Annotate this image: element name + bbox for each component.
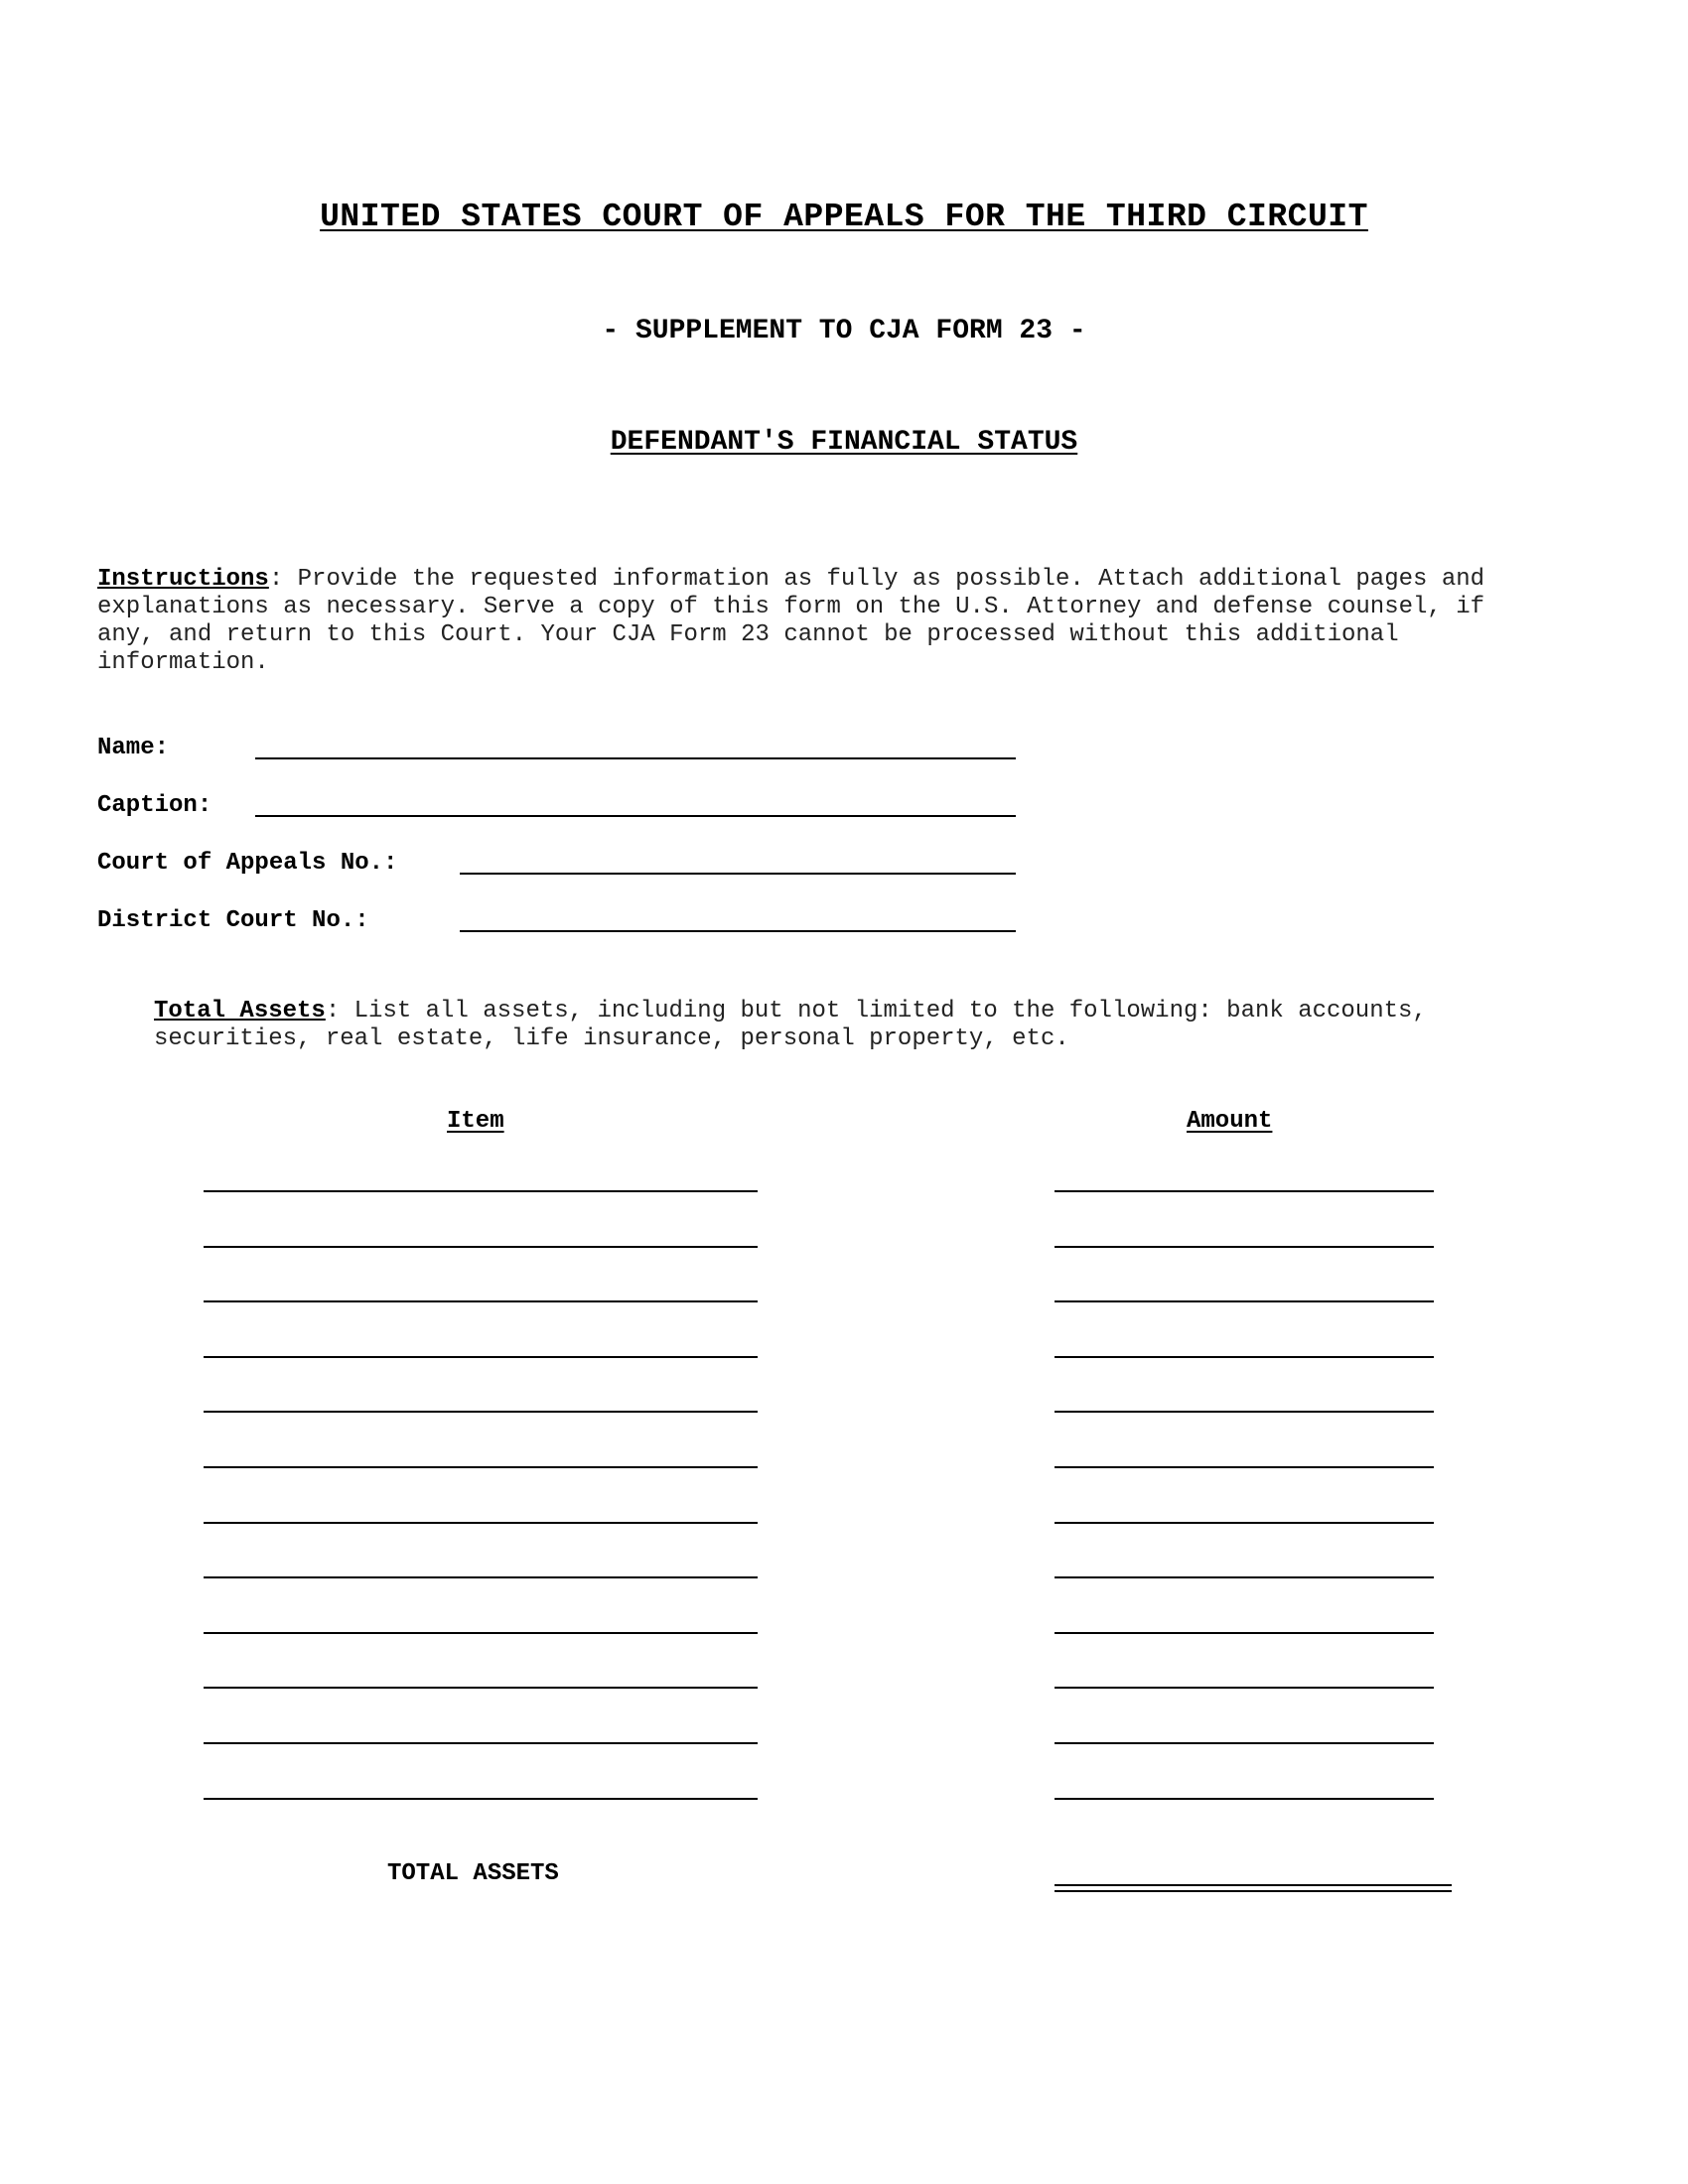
form-subtitle: - SUPPLEMENT TO CJA FORM 23 - [602,316,1086,346]
asset-amount-field[interactable] [1055,1742,1434,1744]
asset-item-field[interactable] [204,1466,758,1468]
asset-amount-field[interactable] [1055,1190,1434,1192]
asset-amount-field[interactable] [1055,1246,1434,1248]
asset-item-field[interactable] [204,1411,758,1413]
asset-amount-field[interactable] [1055,1632,1434,1634]
appeals-no-label: Court of Appeals No.: [97,850,398,877]
asset-item-field[interactable] [204,1522,758,1524]
caption-field[interactable] [255,815,1016,817]
district-no-label: District Court No.: [97,907,369,934]
asset-item-field[interactable] [204,1576,758,1578]
asset-item-field[interactable] [204,1356,758,1358]
total-assets-field[interactable] [1055,1884,1452,1892]
form-title: UNITED STATES COURT OF APPEALS FOR THE THIRD CIRCUIT [320,199,1368,235]
asset-item-field[interactable] [204,1798,758,1800]
asset-amount-field[interactable] [1055,1522,1434,1524]
asset-item-field[interactable] [204,1742,758,1744]
asset-amount-field[interactable] [1055,1687,1434,1689]
instructions-text: : Provide the requested information as fully as possible. Attach additional pages and explanations as necessary. Serve a copy of this form on the U.S. Attorney and defense counsel, if any, and return to this Court. Your CJA Form 23 cannot be processed without this additional information. [97,566,1485,676]
asset-amount-field[interactable] [1055,1356,1434,1358]
asset-item-field[interactable] [204,1246,758,1248]
asset-amount-field[interactable] [1055,1300,1434,1302]
name-label: Name: [97,735,170,761]
section-heading: DEFENDANT'S FINANCIAL STATUS [610,427,1078,458]
asset-amount-field[interactable] [1055,1411,1434,1413]
name-field[interactable] [255,757,1016,759]
amount-column-header: Amount [1187,1108,1273,1135]
district-no-field[interactable] [460,930,1016,932]
total-assets-text: : List all assets, including but not limited to the following: bank accounts, securities, real estate, life insurance, personal property, etc. [154,998,1427,1052]
instructions-label: Instructions [97,566,269,593]
caption-label: Caption: [97,792,212,819]
asset-item-field[interactable] [204,1632,758,1634]
asset-item-field[interactable] [204,1190,758,1192]
total-assets-paragraph [154,998,1475,1053]
total-assets-row-label: TOTAL ASSETS [387,1860,559,1887]
asset-item-field[interactable] [204,1687,758,1689]
appeals-no-field[interactable] [460,873,1016,875]
asset-amount-field[interactable] [1055,1576,1434,1578]
instructions-paragraph [97,566,1527,677]
asset-item-field[interactable] [204,1300,758,1302]
asset-amount-field[interactable] [1055,1798,1434,1800]
asset-amount-field[interactable] [1055,1466,1434,1468]
total-assets-label: Total Assets [154,998,326,1024]
item-column-header: Item [447,1108,504,1135]
